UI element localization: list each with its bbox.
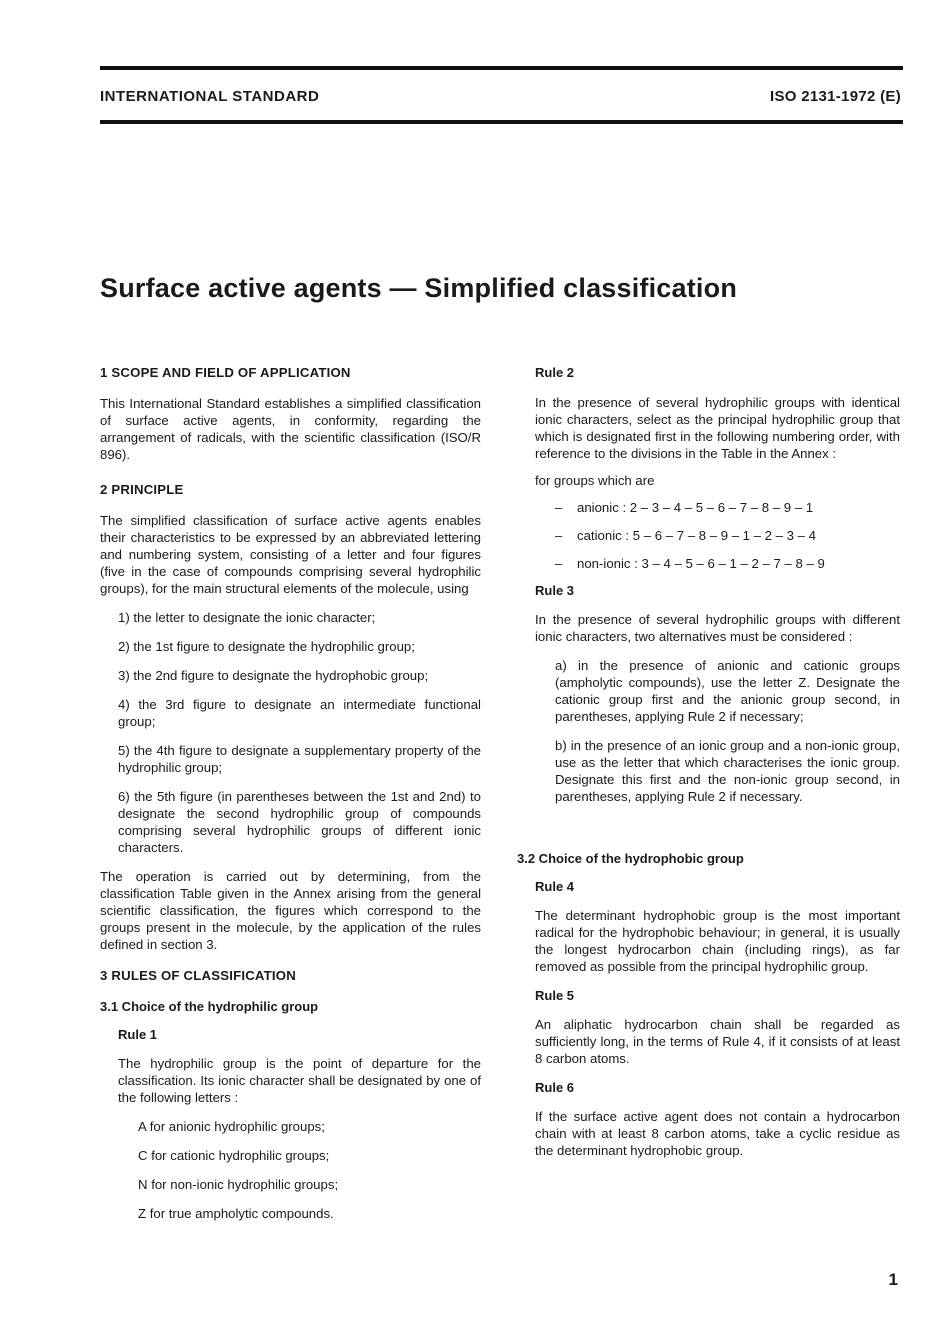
rule-5-body: An aliphatic hydrocarbon chain shall be regarded as sufficiently long, in the terms of Rule 4, if it consists of at least 8 carbon atoms.: [535, 1017, 900, 1066]
left-column: [100, 364, 481, 1222]
header-standard-number: ISO 2131-1972 (E): [769, 88, 901, 105]
page-title: Surface active agents — Simplified classification: [100, 273, 738, 303]
rule-3-body: In the presence of several hydrophilic groups with different ionic characters, two alternatives must be considered :: [535, 612, 900, 644]
section-2-outro: The operation is carried out by determining, from the classification Table given in the Annex arising from the general scientific classification, the figures which correspond to the groups present in the molecule, by the application of the rules defined in section 3.: [100, 869, 481, 952]
section-1-heading: 1 SCOPE AND FIELD OF APPLICATION: [100, 365, 351, 380]
rule-3-alternative: a) in the presence of anionic and cationic groups (ampholytic compounds), use the letter Z. Designate the cationic group first and the anionic group second, in parentheses, applying Rule 2 if necessary;: [555, 658, 900, 724]
rule-4-body: The determinant hydrophobic group is the most important radical for the hydrophobic behaviour; in general, it is usually the longest hydrocarbon chain (including rings), as far removed as possible from the principal hydrophilic group.: [535, 908, 900, 974]
ionic-letter-item: C for cationic hydrophilic groups;: [138, 1148, 330, 1163]
section-2-heading: 2 PRINCIPLE: [100, 482, 184, 497]
numbering-order-item: – non-ionic : 3 – 4 – 5 – 6 – 1 – 2 – 7 – 8 – 9: [555, 556, 825, 571]
principle-item: 4) the 3rd figure to designate an intermediate functional group;: [118, 697, 481, 729]
numbering-order-item: – anionic : 2 – 3 – 4 – 5 – 6 – 7 – 8 – 9 – 1: [555, 500, 814, 515]
principle-item: 1) the letter to designate the ionic character;: [118, 610, 376, 625]
ionic-letter-item: A for anionic hydrophilic groups;: [138, 1119, 325, 1134]
rule-3-label: Rule 3: [535, 583, 575, 598]
rule-3-alternative: b) in the presence of an ionic group and a non-ionic group, use as the letter that which characterises the ionic group. Designate this first and the non-ionic group second, in parentheses, applying Rule 2 if necessary.: [555, 738, 900, 804]
numbering-order-text: anionic : 2 – 3 – 4 – 5 – 6 – 7 – 8 – 9 – 1: [577, 500, 814, 515]
header-bottom-rule: [100, 120, 903, 124]
rule-6-body: If the surface active agent does not contain a hydrocarbon chain with at least 8 carbon atoms, take a cyclic residue as the determinant hydrophobic group.: [535, 1109, 900, 1158]
rule-6-label: Rule 6: [535, 1080, 575, 1095]
rule-2-body: In the presence of several hydrophilic groups with identical ionic characters, select as the principal hydrophilic group that which is designated first in the following numbering order, with reference to the divisions in the Table in the Annex :: [535, 395, 900, 461]
subsection-3-1-heading: 3.1 Choice of the hydrophilic group: [100, 999, 319, 1014]
numbering-order-item: – cationic : 5 – 6 – 7 – 8 – 9 – 1 – 2 – 3 – 4: [555, 528, 817, 543]
header-standard-label: INTERNATIONAL STANDARD: [100, 88, 320, 105]
numbering-order-text: non-ionic : 3 – 4 – 5 – 6 – 1 – 2 – 7 – 8 – 9: [577, 556, 825, 571]
rule-2-for-groups: for groups which are: [535, 473, 655, 488]
section-2-intro: The simplified classification of surface active agents enables their characteristics to be expressed by an abbreviated lettering and numbering system, consisting of a letter and four figures (five in the case of compounds comprising several hydrophilic groups), for the main structural elements of the molecule, using: [100, 513, 481, 596]
rule-2-label: Rule 2: [535, 365, 575, 380]
ionic-letter-item: N for non-ionic hydrophilic groups;: [138, 1177, 339, 1192]
rule-5-label: Rule 5: [535, 988, 575, 1003]
numbering-order-text: cationic : 5 – 6 – 7 – 8 – 9 – 1 – 2 – 3 – 4: [577, 528, 817, 543]
rule-1-label: Rule 1: [118, 1027, 158, 1042]
ionic-letter-item: Z for true ampholytic compounds.: [138, 1206, 334, 1221]
principle-item: 6) the 5th figure (in parentheses between the 1st and 2nd) to designate the second hydrophilic group of compounds comprising several hydrophilic groups of different ionic characters.: [118, 789, 481, 855]
page-number: 1: [888, 1270, 898, 1289]
principle-item: 5) the 4th figure to designate a supplementary property of the hydrophilic group;: [118, 743, 481, 775]
section-1-body: This International Standard establishes a simplified classification of surface active agents, in conformity, regarding the arrangement of radicals, with the scientific classification (ISO/R 896).: [100, 396, 481, 462]
rule-4-label: Rule 4: [535, 879, 575, 894]
subsection-3-2-heading: 3.2 Choice of the hydrophobic group: [517, 851, 744, 866]
rule-1-body: The hydrophilic group is the point of departure for the classification. Its ionic character shall be designated by one of the following letters :: [118, 1056, 481, 1105]
principle-item: 3) the 2nd figure to designate the hydrophobic group;: [118, 668, 429, 683]
header-top-rule: [100, 66, 903, 70]
right-column: [517, 364, 900, 1159]
section-3-heading: 3 RULES OF CLASSIFICATION: [100, 968, 296, 983]
principle-item: 2) the 1st figure to designate the hydrophilic group;: [118, 639, 415, 654]
